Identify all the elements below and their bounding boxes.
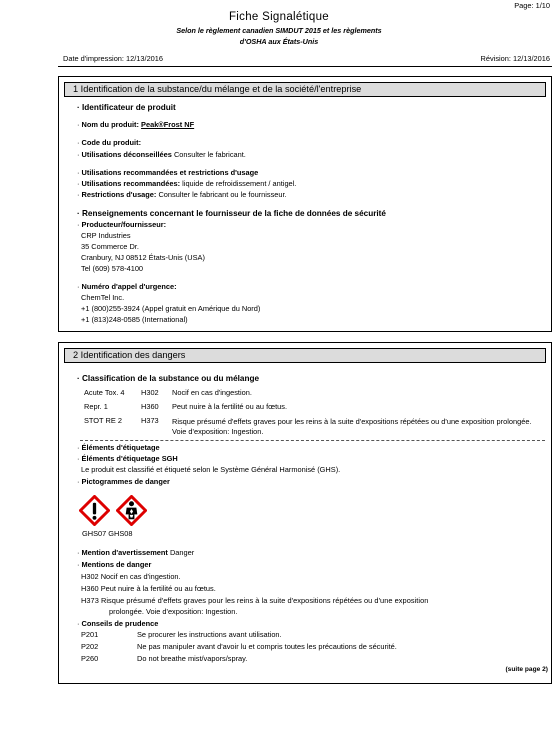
classification-text: Nocif en cas d'ingestion.	[172, 388, 252, 397]
emergency-line: +1 (813)248-0585 (International)	[81, 315, 188, 324]
document-subtitle-line2: d'OSHA aux États-Unis	[239, 37, 319, 46]
manufacturer-line: 35 Commerce Dr.	[81, 242, 139, 251]
classification-code: Acute Tox. 4	[84, 388, 125, 397]
ghs07-exclamation-icon	[79, 495, 110, 526]
recommended-uses-label: Utilisations recommandées:	[81, 179, 181, 188]
manufacturer-line: Cranbury, NJ 08512 États-Unis (USA)	[81, 253, 205, 262]
product-name: Peak®Frost NF	[141, 120, 195, 129]
classification-row	[84, 403, 546, 414]
manufacturer-line: CRP Industries	[81, 231, 131, 240]
precautionary-heading: · Conseils de prudence	[77, 619, 159, 628]
classification-row	[84, 389, 546, 400]
precautionary-code: P260	[81, 654, 99, 663]
manufacturer-label: Producteur/fournisseur:	[81, 220, 167, 229]
product-name-label: Nom du produit:	[81, 120, 139, 129]
precautionary-row	[81, 643, 98, 652]
restrictions-row: · Restrictions d'usage: Consulter le fabricant ou le fournisseur.	[77, 190, 287, 199]
classification-h: H360	[141, 402, 159, 411]
precautionary-row	[81, 655, 98, 664]
signal-word: Danger	[169, 548, 195, 557]
discouraged-uses-value: Consulter le fabricant.	[173, 150, 246, 159]
recommended-uses-value: liquide de refroidissement / antigel.	[182, 179, 297, 188]
classification-heading: · Classification de la substance ou du mélange	[77, 374, 260, 383]
product-name-row: · Nom du produit: Peak®Frost NF	[77, 120, 195, 129]
manufacturer-label-row: · Producteur/fournisseur:	[77, 220, 167, 229]
restrictions-value: Consulter le fabricant ou le fournisseur.	[158, 190, 287, 199]
restrictions-label: Restrictions d'usage:	[81, 190, 157, 199]
classification-h: H302	[141, 388, 159, 397]
ghs08-health-hazard-icon	[116, 495, 147, 526]
signal-word-row: · Mention d'avertissement Danger	[77, 548, 195, 557]
hazard-statement-continued: prolongée. Voie d'exposition: Ingestion.	[109, 607, 238, 616]
document-subtitle-line1: Selon le règlement canadien SIMDUT 2015 et les règlements	[176, 26, 382, 35]
discouraged-uses-label: Utilisations déconseillées	[81, 150, 172, 159]
classification-row	[84, 417, 546, 439]
emergency-line: +1 (800)255-3924 (Appel gratuit en Amérique du Nord)	[81, 304, 261, 313]
label-elements-heading: · Éléments d'étiquetage	[77, 443, 160, 452]
classification-text: Peut nuire à la fertilité ou au fœtus.	[172, 402, 288, 411]
emergency-line: ChemTel Inc.	[81, 293, 125, 302]
precautionary-text: Do not breathe mist/vapors/spray.	[137, 654, 248, 663]
hazard-statements-heading: · Mentions de danger	[77, 560, 152, 569]
product-identifier-heading: · Identificateur de produit	[77, 103, 176, 112]
precautionary-code: P202	[81, 642, 99, 651]
emergency-label-row: · Numéro d'appel d'urgence:	[77, 282, 177, 291]
header-rule	[58, 66, 552, 67]
ghs-label-text: Le produit est classifié et étiqueté selon le Système Général Harmonisé (GHS).	[81, 465, 341, 474]
classification-code: STOT RE 2	[84, 416, 122, 425]
revision-date: Révision: 12/13/2016	[480, 54, 550, 63]
pictogram-codes: GHS07 GHS08	[82, 529, 133, 538]
product-code-row: · Code du produit:	[77, 138, 142, 147]
continued-note: (suite page 2)	[505, 666, 548, 673]
dashed-divider	[80, 440, 545, 441]
precautionary-text: Se procurer les instructions avant utilisation.	[137, 630, 282, 639]
classification-h: H373	[141, 416, 159, 425]
precautionary-text: Ne pas manipuler avant d'avoir lu et compris toutes les précautions de sécurité.	[137, 642, 397, 651]
page-number: Page: 1/10	[514, 1, 550, 10]
emergency-label: Numéro d'appel d'urgence:	[81, 282, 177, 291]
document-title: Fiche Signalétique	[228, 11, 330, 23]
section-1-title: 1 Identification de la substance/du mélange et de la société/l'entreprise	[64, 82, 546, 97]
section-2-title: 2 Identification des dangers	[64, 348, 546, 363]
product-code-label: Code du produit:	[81, 138, 142, 147]
recommended-restrictions-heading: · Utilisations recommandées et restrictions d'usage	[77, 168, 259, 177]
classification-code: Repr. 1	[84, 402, 108, 411]
hazard-statement: H302 Nocif en cas d'ingestion.	[81, 572, 181, 581]
section-1	[58, 76, 552, 332]
precautionary-code: P201	[81, 630, 99, 639]
precautionary-row	[81, 631, 98, 640]
discouraged-uses-row: · Utilisations déconseillées Consulter le fabricant.	[77, 150, 246, 159]
hazard-statement: H373 Risque présumé d'effets graves pour les reins à la suite d'expositions répétées ou d'une exposition	[81, 596, 429, 605]
supplier-heading: · Renseignements concernant le fournisseur de la fiche de données de sécurité	[77, 209, 386, 218]
recommended-uses-row: · Utilisations recommandées: liquide de refroidissement / antigel.	[77, 179, 297, 188]
pictograms-heading: · Pictogrammes de danger	[77, 477, 170, 486]
ghs-label-heading: · Éléments d'étiquetage SGH	[77, 454, 178, 463]
manufacturer-line: Tel (609) 578-4100	[81, 264, 144, 273]
classification-text: Risque présumé d'effets graves pour les reins à la suite d'expositions répétées ou d'une exposition prolongée. Voie d'exposition: Ingestion.	[172, 417, 532, 436]
signal-word-label: Mention d'avertissement	[81, 548, 168, 557]
hazard-statement: H360 Peut nuire à la fertilité ou au fœtus.	[81, 584, 216, 593]
print-date: Date d'impression: 12/13/2016	[63, 54, 164, 63]
